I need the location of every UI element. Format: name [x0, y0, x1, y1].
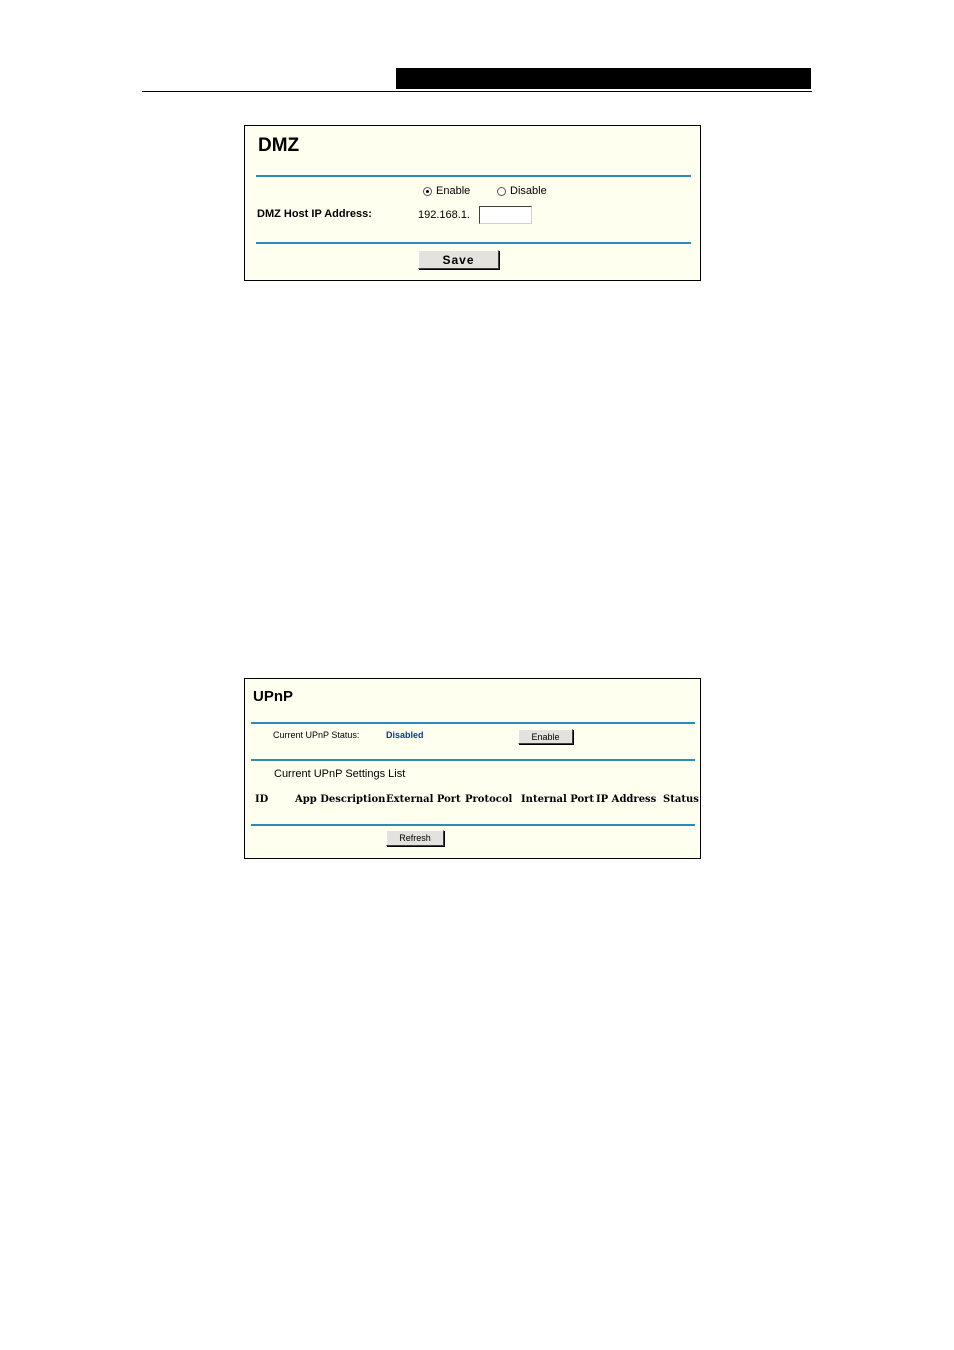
refresh-button[interactable]: Refresh: [386, 830, 444, 846]
upnp-top-rule: [251, 722, 695, 724]
col-app-description: App Description: [295, 794, 386, 805]
dmz-bottom-rule: [256, 242, 691, 244]
save-button[interactable]: Save: [418, 250, 499, 269]
radio-unchecked-icon: [497, 187, 506, 196]
dmz-disable-radio[interactable]: [497, 185, 547, 197]
document-header-rule: [142, 91, 812, 92]
upnp-settings-list-title: Current UPnP Settings List: [274, 768, 406, 780]
upnp-bottom-rule: [251, 824, 695, 826]
col-id: ID: [255, 794, 269, 805]
dmz-host-ip-input[interactable]: [479, 206, 532, 224]
dmz-top-rule: [256, 175, 691, 177]
dmz-enable-radio[interactable]: [423, 185, 470, 197]
dmz-title: DMZ: [258, 135, 300, 156]
upnp-status-value: Disabled: [386, 730, 424, 740]
col-protocol: Protocol: [465, 794, 513, 805]
dmz-ip-prefix: 192.168.1.: [418, 209, 470, 221]
dmz-enable-label: Enable: [436, 185, 471, 197]
upnp-enable-button[interactable]: Enable: [518, 729, 573, 744]
dmz-panel: [244, 125, 701, 281]
col-status: Status: [663, 794, 699, 805]
radio-checked-icon: [423, 187, 432, 196]
document-header-bar: [396, 68, 811, 89]
upnp-status-label: Current UPnP Status:: [273, 730, 360, 740]
upnp-panel: [244, 678, 701, 859]
col-ip-address: IP Address: [596, 794, 657, 805]
col-internal-port: Internal Port: [521, 794, 595, 805]
dmz-host-ip-label: DMZ Host IP Address:: [257, 208, 372, 220]
col-external-port: External Port: [386, 794, 461, 805]
upnp-middle-rule: [251, 759, 695, 761]
dmz-disable-label: Disable: [510, 185, 547, 197]
upnp-title: UPnP: [253, 688, 294, 705]
